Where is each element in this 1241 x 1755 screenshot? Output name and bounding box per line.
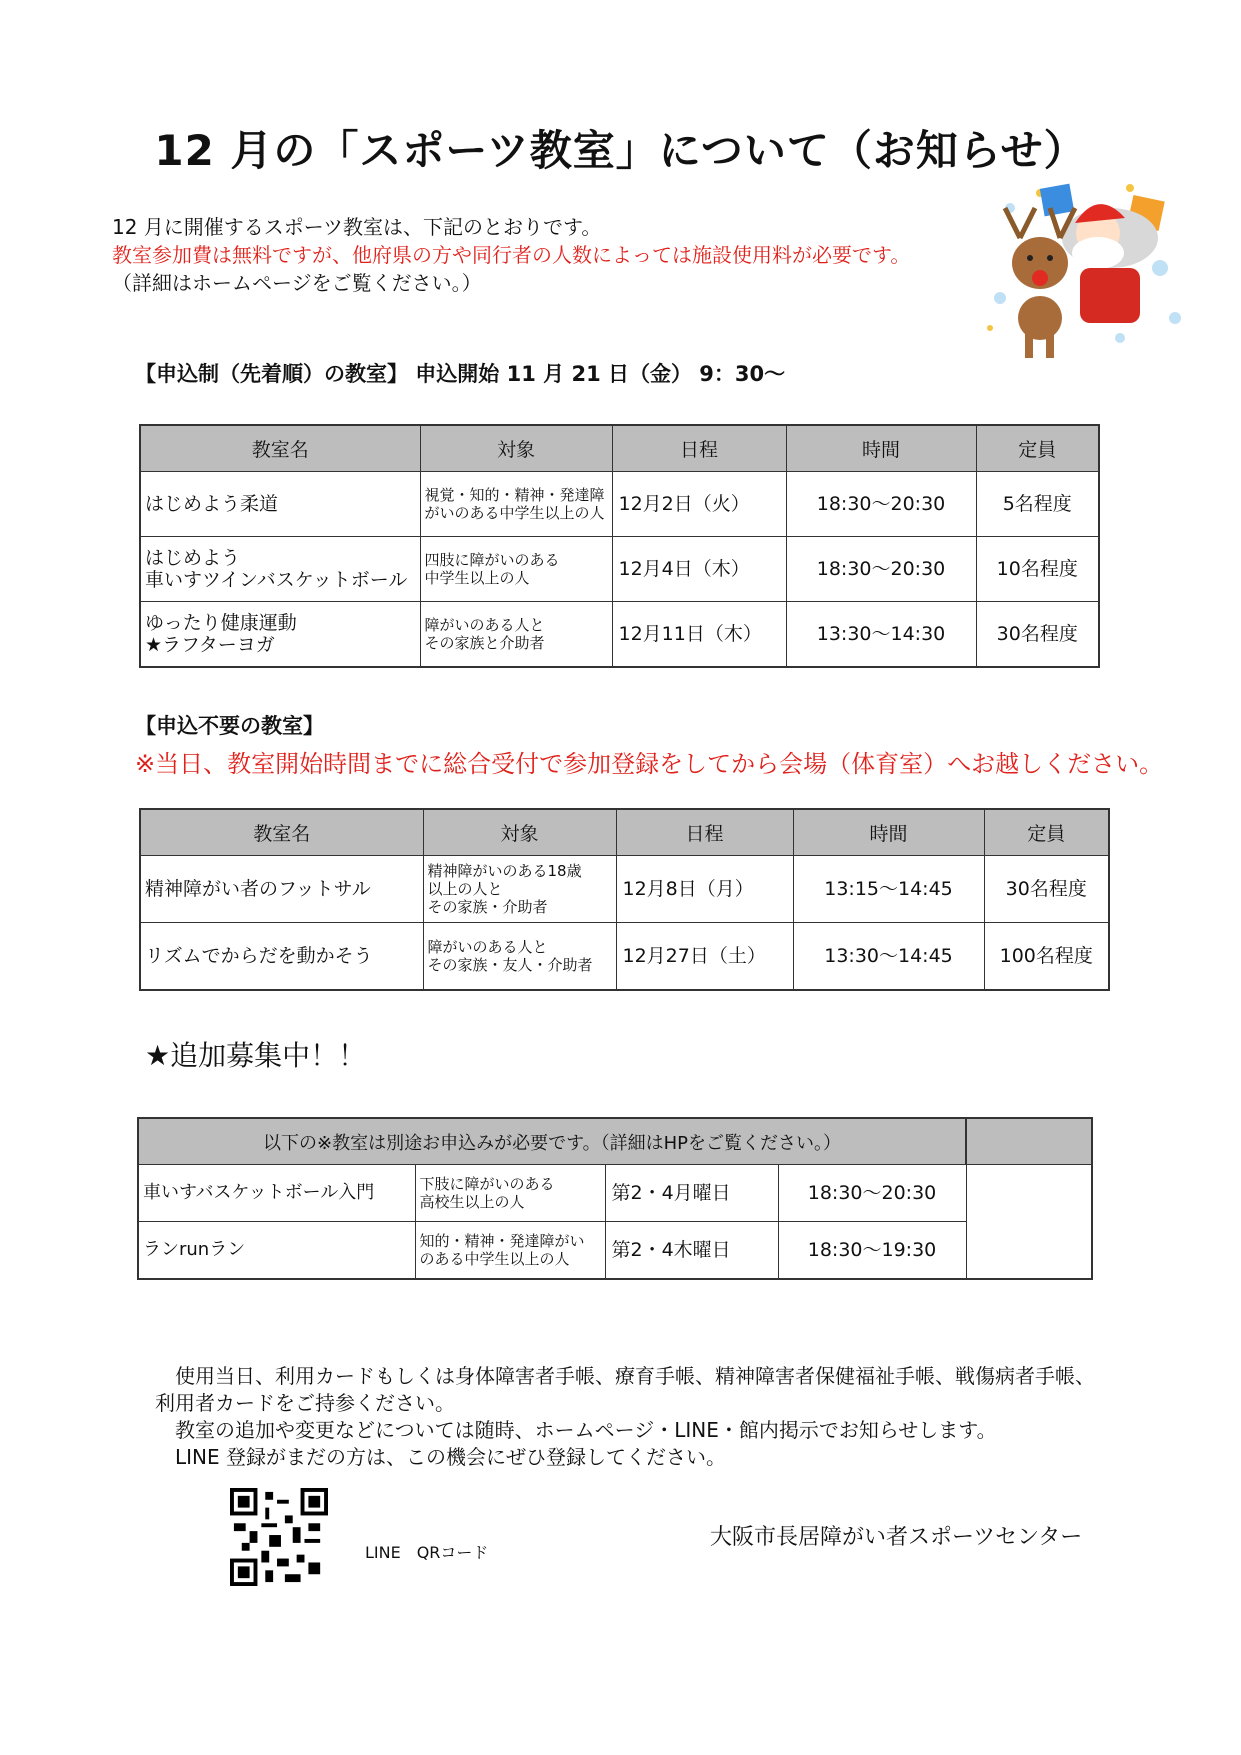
class-date: 12月8日（月）: [616, 856, 793, 923]
class-target: 四肢に障がいのある 中学生以上の人: [420, 537, 612, 602]
class-name: はじめよう 車いすツインバスケットボール: [140, 537, 420, 602]
page-title: 12 月の「スポーツ教室」について（お知らせ）: [154, 126, 1087, 175]
class-name: ゆったり健康運動 ★ラフターヨガ: [140, 602, 420, 667]
section2-note: ※当日、教室開始時間までに総合受付で参加登録をしてから会場（体育室）へお越しください。: [135, 750, 1164, 778]
class-target: 視覚・知的・精神・発達障がいのある中学生以上の人: [420, 472, 612, 537]
col-name: 教室名: [140, 425, 420, 472]
class-date: 第2・4月曜日: [605, 1165, 778, 1222]
additional-table-header: 以下の※教室は別途お申込みが必要です。（詳細はHPをご覧ください。）: [138, 1118, 966, 1165]
class-name: ランrunラン: [138, 1222, 415, 1279]
blank-gray-cell: [966, 1118, 1092, 1165]
class-time: 13:15～14:45: [793, 856, 984, 923]
footer-para-2: 教室の追加や変更などについては随時、ホームページ・LINE・館内掲示でお知らせします。: [175, 1418, 997, 1442]
class-capacity: 10名程度: [976, 537, 1099, 602]
class-date: 12月27日（土）: [616, 923, 793, 990]
intro-line-3: （詳細はホームページをご覧ください。）: [112, 271, 482, 295]
class-capacity: 30名程度: [976, 602, 1099, 667]
col-date: 日程: [616, 809, 793, 856]
section3-heading: ★追加募集中！！: [145, 1039, 367, 1072]
col-time: 時間: [793, 809, 984, 856]
footer-para-3: LINE 登録がまだの方は、この機会にぜひ登録してください。: [175, 1445, 726, 1469]
class-time: 13:30～14:30: [786, 602, 976, 667]
class-date: 12月2日（火）: [612, 472, 786, 537]
class-capacity: 100名程度: [984, 923, 1109, 990]
class-name: はじめよう柔道: [140, 472, 420, 537]
class-time: 18:30～19:30: [778, 1222, 966, 1279]
walkin-table: [139, 808, 1110, 991]
class-target: 障がいのある人と その家族・友人・介助者: [423, 923, 616, 990]
class-name: リズムでからだを動かそう: [140, 923, 423, 990]
col-name: 教室名: [140, 809, 423, 856]
col-target: 対象: [423, 809, 616, 856]
qr-label: LINE QRコード: [365, 1543, 489, 1562]
reservation-table: [139, 424, 1100, 668]
col-time: 時間: [786, 425, 976, 472]
organization-name: 大阪市長居障がい者スポーツセンター: [710, 1525, 1083, 1550]
class-target: 下肢に障がいのある 高校生以上の人: [415, 1165, 605, 1222]
table-row: [140, 923, 1109, 990]
col-target: 対象: [420, 425, 612, 472]
class-date: 第2・4木曜日: [605, 1222, 778, 1279]
col-date: 日程: [612, 425, 786, 472]
class-capacity: 30名程度: [984, 856, 1109, 923]
class-target: 精神障がいのある18歳 以上の人と その家族・介助者: [423, 856, 616, 923]
table-row: [138, 1222, 1092, 1279]
class-name: 精神障がい者のフットサル: [140, 856, 423, 923]
santa-reindeer-icon: [980, 178, 1190, 363]
section2-heading: 【申込不要の教室】: [135, 714, 324, 738]
qr-code-icon: [230, 1488, 328, 1586]
table-row: [140, 602, 1099, 667]
class-time: 13:30～14:45: [793, 923, 984, 990]
class-date: 12月11日（木）: [612, 602, 786, 667]
class-target: 知的・精神・発達障がい のある中学生以上の人: [415, 1222, 605, 1279]
section1-heading: 【申込制（先着順）の教室】 申込開始 11 月 21 日（金） 9：30～: [135, 362, 786, 386]
col-capacity: 定員: [976, 425, 1099, 472]
intro-fee-note: 教室参加費は無料ですが、他府県の方や同行者の人数によっては施設使用料が必要です。: [112, 243, 911, 267]
class-time: 18:30～20:30: [778, 1165, 966, 1222]
intro-line-1: 12 月に開催するスポーツ教室は、下記のとおりです。: [112, 215, 602, 239]
footer-para-1: 使用当日、利用カードもしくは身体障害者手帳、療育手帳、精神障害者保健福祉手帳、戦傷病者手帳、: [175, 1364, 1095, 1388]
class-date: 12月4日（木）: [612, 537, 786, 602]
table-row: [140, 537, 1099, 602]
class-name: 車いすバスケットボール入門: [138, 1165, 415, 1222]
class-time: 18:30～20:30: [786, 537, 976, 602]
class-capacity: 5名程度: [976, 472, 1099, 537]
col-capacity: 定員: [984, 809, 1109, 856]
footer-para-1b: 利用者カードをご持参ください。: [155, 1391, 455, 1415]
table-row: [140, 472, 1099, 537]
table-row: [140, 856, 1109, 923]
table-row: [138, 1165, 1092, 1222]
class-target: 障がいのある人と その家族と介助者: [420, 602, 612, 667]
additional-table: [137, 1117, 1093, 1280]
class-time: 18:30～20:30: [786, 472, 976, 537]
